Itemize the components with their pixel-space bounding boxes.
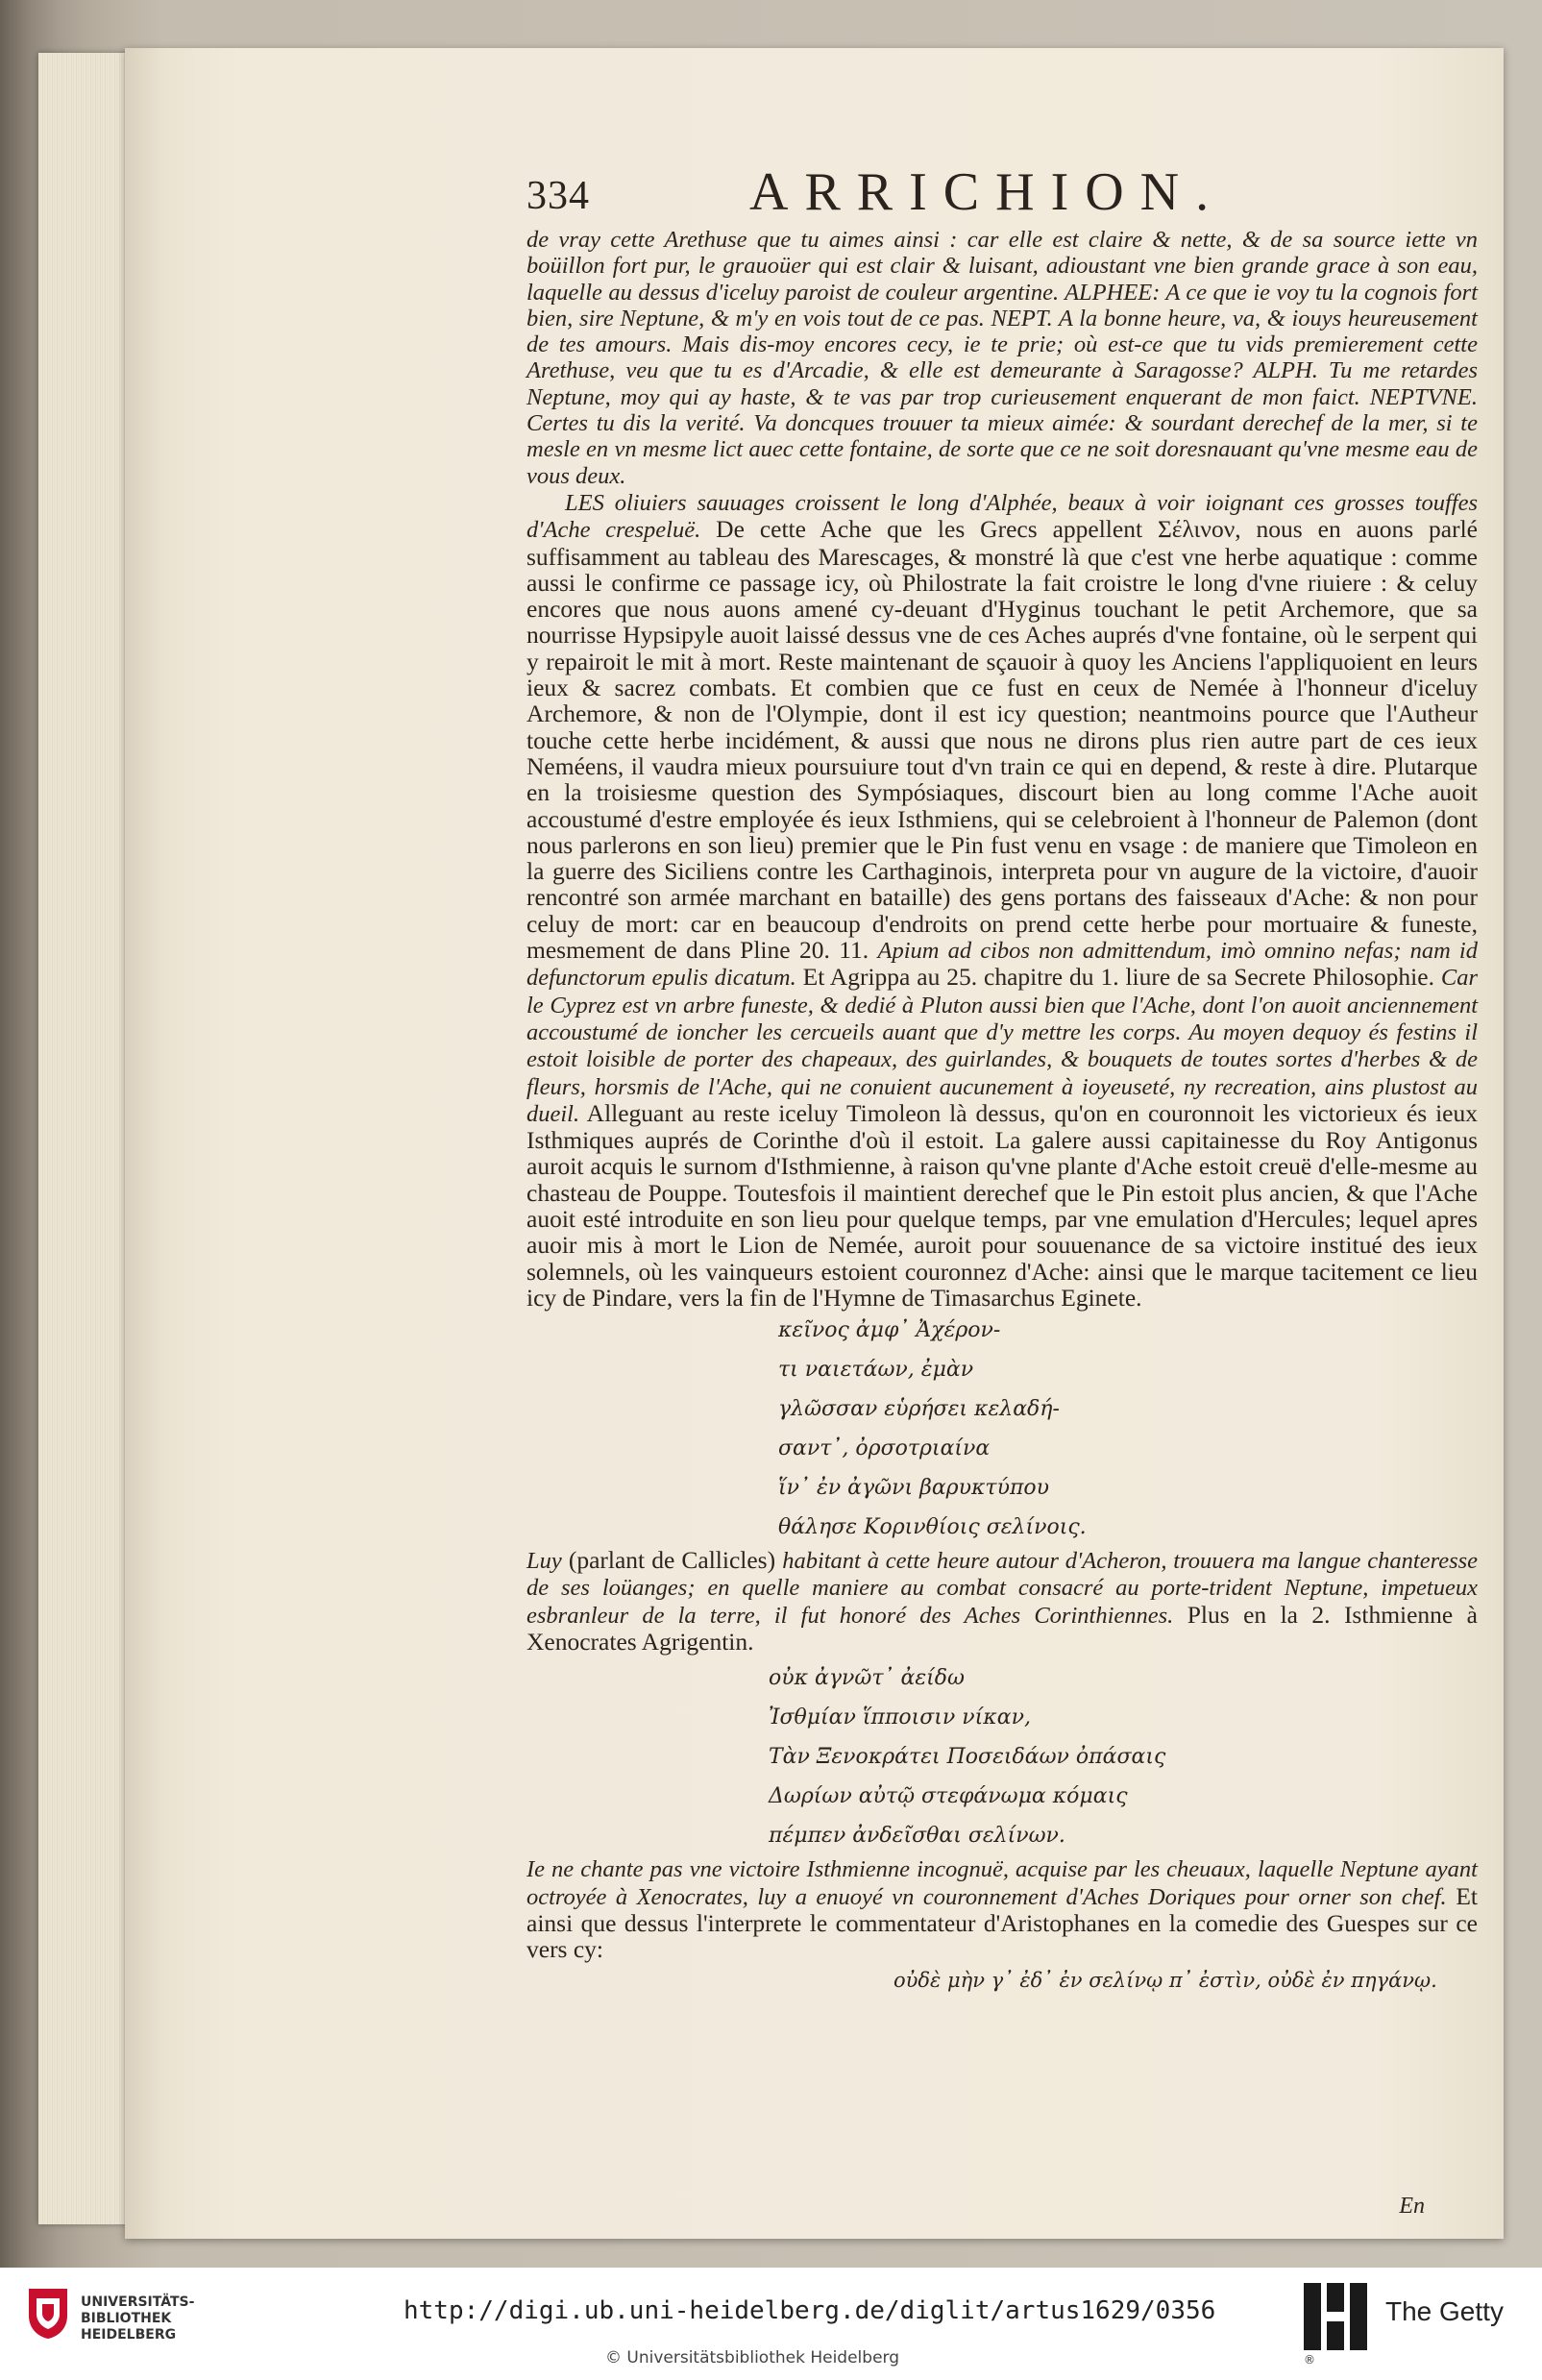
latin-quote: Apium ad cibos non admittendum, imò omnino nefas; nam id defunctorum epulis dicatum.	[526, 938, 1478, 992]
translation-paragraph-2	[526, 1855, 1478, 1962]
registered-mark: ®	[1304, 2353, 1315, 2367]
library-name-line: UNIVERSITÄTS-	[81, 2294, 195, 2310]
page-text	[394, 154, 1480, 1992]
translation-followup: Plus en la 2. Isthmienne à Xenocrates Agrigentin.	[526, 1600, 1478, 1656]
pindar-verse-1	[778, 1311, 1480, 1547]
library-name	[81, 2294, 194, 2343]
agrippa-quote: Car le Cyprez est vn arbre funeste, & dedié à Pluton aussi bien que l'Ache, dont l'on auoit anciennement accoustumé de ioncher les cercueils auant que d'y mettre les corps. Au moyen dequoy és festins il estoit loisible de porter des chapeaux, des guirlandes, & bouquets de toutes sortes d'herbes & de fleurs, horsmis de l'Ache, qui ne conuient aucunement à ioyeuseté, ny recreation, ains plustost au dueil.	[526, 965, 1479, 1127]
pindar-verse-2	[769, 1658, 1480, 1855]
translation-text: habitant à cette heure autour d'Acheron, trouuera ma langue chanteresse de ses loüanges; en quelle maniere au combat consacré au porte-trident Neptune, impetueux esbranleur de la terre, il fut honoré des Aches Corinthiennes.	[526, 1548, 1479, 1629]
library-name-line: BIBLIOTHEK	[81, 2311, 172, 2326]
verse-line: γλῶσσαν εὑρήσει κελαδή-	[778, 1397, 1060, 1422]
verse-line: πέμπεν ἀνδεῖσθαι σελίνων.	[769, 1824, 1065, 1849]
aristophanes-line: οὐδὲ μὴν γ᾽ ἐδ᾽ ἐν σελίνῳ π᾽ ἐστὶν, οὐδὲ ἐν πηγάνῳ.	[893, 1968, 1437, 1992]
verse-line: ἵν᾽ ἐν ἀγῶνι βαρυκτύπου	[778, 1476, 1050, 1501]
getty-label[interactable]: The Getty	[1385, 2296, 1504, 2326]
library-name-line: HEIDELBERG	[81, 2327, 177, 2343]
dialogue-paragraph: de vray cette Arethuse que tu aimes ainsi : car elle est claire & nette, & de sa source iette vn boüillon fort pur, le grauoüer qui est clair & luisant, adioustant vne bien grande grace à son eau, laquelle au dessus d'iceluy paroist de couleur argentine. ALPHEE: A ce que ie voy tu la cognois fort bien, sire Neptune, & m'y en vois tout de ce pas. NEPT. A la bonne heure, va, & iouys heureusement de tes amours. Mais dis-moy encores cecy, ie te prie; où est-ce que tu vids premierement cette Arethuse, veu que tu es d'Arcadie, & elle est demeurante à Saragosse? ALPH. Tu me retardes Neptune, moy qui ay haste, & te vas par trop curieusement enquerant de mon faict. NEPTVNE. Certes tu dis la verité. Va doncques trouuer ta mieux aimée: & sourdant derechef de la mer, si te mesle en vn mesme lict auec cette fontaine, de sorte que ce ne soit doresnauant qu'vne mesme eau de vous deux.	[526, 227, 1478, 489]
translation-aside: (parlant de Callicles)	[568, 1546, 776, 1575]
lemma: LES oliuiers sauuages croissent le long d'Alphée, beaux à voir ioignant ces grosses touffes d'Ache crespeluë.	[526, 489, 1478, 544]
translation-text-2: Ie ne chante pas vne victoire Isthmienne incognuë, acquise par les cheuaux, laquelle Neptune ayant octroyée à Xenocrates, luy a enuoyé vn couronnement d'Aches Doriques pour orner son chef.	[526, 1856, 1478, 1910]
verse-line: θάλησε Κορινθίοις σελίνοις.	[778, 1515, 1087, 1540]
verse-line: Ἰσθμίαν ἵπποισιν νίκαν,	[769, 1705, 1031, 1730]
commentary-paragraph	[526, 489, 1478, 1311]
university-seal-icon	[25, 2287, 71, 2341]
viewer-footer	[0, 2268, 1542, 2380]
commentary-text-3: Alleguant au reste iceluy Timoleon là dessus, qu'on en couronnoit les victorieux és ieux Isthmiques auprés de Corinthe d'où il estoit. La galere aussi capitainesse du Roy Antigonus auroit acquis le surnom d'Isthmienne, à raison qu'vne plante d'Ache estoit creuë d'elle-mesme au chasteau de Pouppe. Toutesfois il maintient derechef que le Pin estoit plus ancien, & que l'Ache auoit esté introduite en son lieu pour quelque temps, par vne emulation d'Hercules; lequel apres auoir mis à mort le Lion de Nemée, auroit pour souuenance de sa victoire institué des ieux solemnels, où les vainqueurs estoient couronnez d'Ache: ainsi que le marque tacitement ce lieu icy de Pindare, vers la fin de l'Hymne de Timasarchus Eginete.	[526, 1098, 1479, 1312]
verse-line: τι ναιετάων, ἐμὰν	[778, 1358, 974, 1383]
book-fore-edge	[38, 53, 130, 2224]
translation-paragraph-1	[526, 1547, 1478, 1655]
page-header	[394, 154, 1480, 221]
verse-line: οὐκ ἀγνῶτ᾽ ἀείδω	[769, 1666, 965, 1691]
getty-logo-icon	[1302, 2281, 1369, 2368]
catchword: En	[1399, 2194, 1425, 2219]
copyright-notice: © Universitätsbibliothek Heidelberg	[605, 2348, 900, 2368]
page-number: 334	[526, 174, 590, 218]
verse-line: Τὰν Ξενοκράτει Ποσειδάων ὀπάσαις	[769, 1745, 1166, 1770]
verse-line: κεῖνος ἀμφ᾽ Ἀχέρον-	[778, 1318, 1001, 1343]
verse-line: Δωρίων αὐτῷ στεφάνωμα κόμαις	[769, 1784, 1128, 1809]
commentary-text-2: Et Agrippa au 25. chapitre du 1. liure de sa Secrete Philosophie.	[802, 963, 1434, 992]
commentary-text: De cette Ache que les Grecs appellent Σέλινον, nous en auons parlé suffisamment au tableau des Marescages, & monstré là que c'est vne herbe aquatique : comme aussi le confirme ce passage icy, où Philostrate la fait croistre le long d'vne riuiere : & celuy encores que nous auons amené cy-deuant d'Hyginus touchant le petit Archemore, que sa nourrisse Hypsipyle auoit laissé dessus vne de ces Aches auprés d'vne fontaine, où le serpent qui y repairoit le mit à mort. Reste maintenant de sçauoir à quoy les Anciens l'appliquoient en leurs ieux & sacrez combats. Et combien que ce fust en ceux de Nemée à l'honneur d'iceluy Archemore, & non de l'Olympie, dont il est icy question; neantmoins pource que l'Autheur touche cette herbe incidément, & aussi que nous ne dirons plus rien autre part de ces ieux Neméens, il vaudra mieux poursuiure tout d'vn train ce qui en depend, & reste à dire. Plutarque en la troisiesme question des Sympósiaques, discourt bien au long comme l'Ache auoit accoustumé d'estre employée és ieux Isthmiens, qui se celebroient à l'honneur de Palemon (dont nous parlerons en son lieu) premier que le Pin fust venu en vsage : de maniere que Timoleon en la guerre des Siciliens contre les Carthaginois, interpreta pour vn augure de la victoire, d'auoir rencontré son armée marchant en bataille) des gens portans des faisseaux d'Ache: & non pour celuy de mort: car en beaucoup d'endroits on prend cette herbe pour mortuaire & funeste, mesmement de dans Pline 20. 11.	[526, 515, 1479, 965]
permalink-url[interactable]: http://digi.ub.uni-heidelberg.de/diglit/artus1629/0356	[404, 2296, 1216, 2325]
translation-lead: Luy	[526, 1548, 562, 1575]
running-title: ARRICHION.	[749, 162, 1226, 222]
verse-line: σαντ᾽, ὀρσοτριαίνα	[778, 1436, 991, 1461]
translation-followup-2: Et ainsi que dessus l'interprete le commentateur d'Aristophanes en la comedie des Guespes sur ce vers cy:	[526, 1881, 1478, 1964]
